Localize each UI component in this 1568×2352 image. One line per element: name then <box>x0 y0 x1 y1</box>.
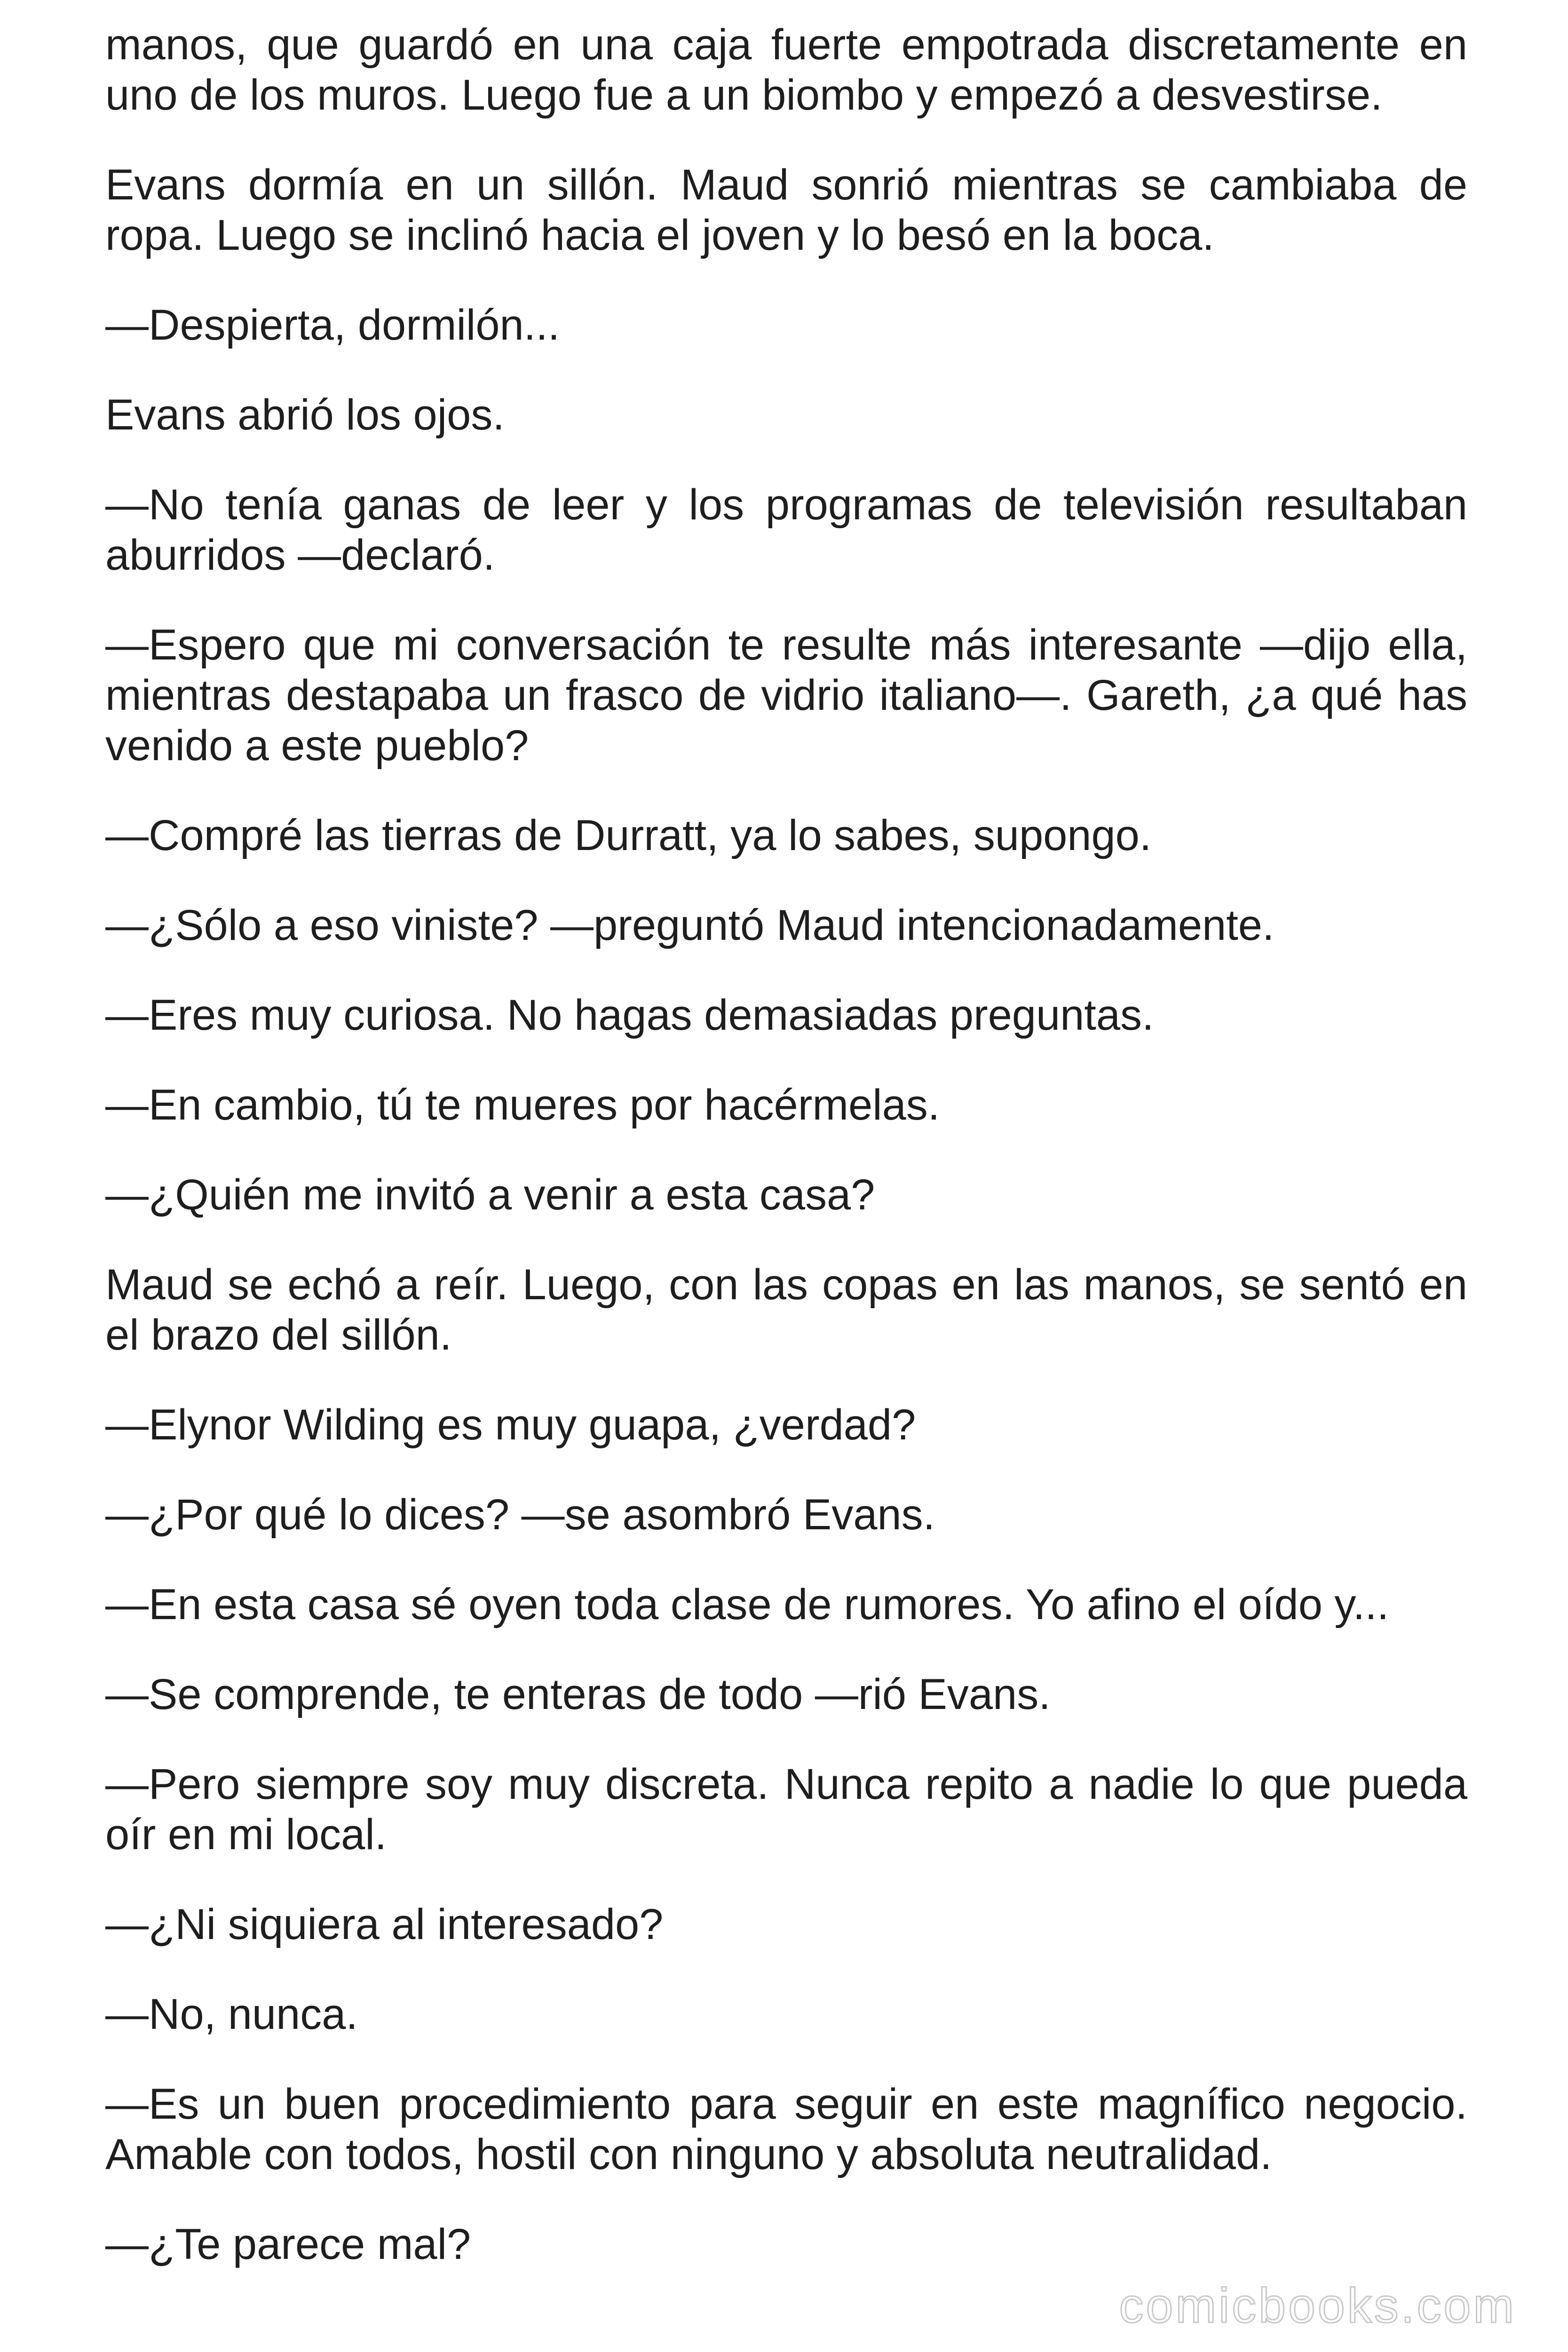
dialogue-line: —Elynor Wilding es muy guapa, ¿verdad? <box>105 1401 916 1449</box>
dialogue-line: —En esta casa sé oyen toda clase de rumores. Yo afino el oído y... <box>105 1581 1389 1629</box>
dialogue-line: —Espero que mi conversación te resulte más interesante —dijo ella, mientras destapaba un frasco de vidrio italiano—. Gareth, ¿a qué has venido a este pueblo? <box>105 621 1467 770</box>
dialogue-line: —Es un buen procedimiento para seguir en este magnífico negocio. Amable con todos, hostil con ninguno y absoluta neutralidad. <box>105 2080 1467 2178</box>
dialogue-line: —No, nunca. <box>105 1990 358 2038</box>
dialogue-line: —¿Sólo a eso viniste? —preguntó Maud intencionadamente. <box>105 901 1275 949</box>
dialogue-line: —Pero siempre soy muy discreta. Nunca repito a nadie lo que pueda oír en mi local. <box>105 1760 1467 1859</box>
dialogue-line: —¿Quién me invitó a venir a esta casa? <box>105 1171 875 1219</box>
dialogue-line: —¿Por qué lo dices? —se asombró Evans. <box>105 1491 935 1539</box>
paragraph: Evans abrió los ojos. <box>105 391 505 439</box>
paragraph: Evans dormía en un sillón. Maud sonrió mientras se cambiaba de ropa. Luego se inclinó hacia el joven y lo besó en la boca. <box>105 161 1467 259</box>
paragraph: manos, que guardó en una caja fuerte empotrada discretamente en uno de los muros. Luego fue a un biombo y empezó a desvestirse. <box>105 21 1467 119</box>
page-body <box>105 20 1467 2309</box>
dialogue-line: —No tenía ganas de leer y los programas de televisión resultaban aburridos —declaró. <box>105 481 1467 579</box>
dialogue-line: —Eres muy curiosa. No hagas demasiadas preguntas. <box>105 991 1154 1039</box>
watermark: comicbooks.com <box>1119 2279 1516 2333</box>
dialogue-line: —¿Te parece mal? <box>105 2220 471 2268</box>
dialogue-line: —En cambio, tú te mueres por hacérmelas. <box>105 1081 940 1129</box>
dialogue-line: —¿Ni siquiera al interesado? <box>105 1900 664 1948</box>
dialogue-line: —Compré las tierras de Durratt, ya lo sabes, supongo. <box>105 811 1152 859</box>
paragraph: Maud se echó a reír. Luego, con las copas en las manos, se sentó en el brazo del sillón. <box>105 1261 1467 1359</box>
dialogue-line: —Despierta, dormilón... <box>105 301 560 349</box>
dialogue-line: —Se comprende, te enteras de todo —rió Evans. <box>105 1670 1051 1718</box>
